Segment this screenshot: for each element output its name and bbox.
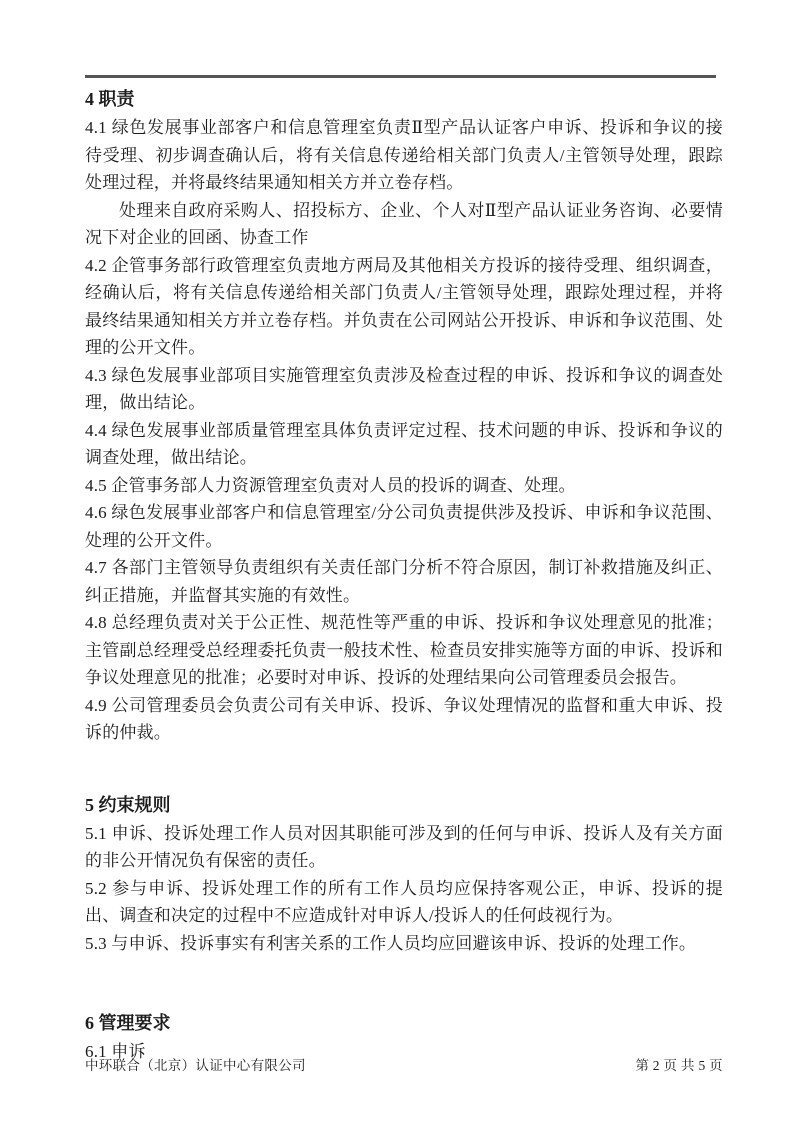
section-5-heading: 5 约束规则 (85, 794, 171, 815)
para-4-9: 4.9 公司管理委员会负责公司有关申诉、投诉、争议处理情况的监督和重大申诉、投诉的仲裁。 (85, 695, 723, 742)
para-4-1-supplement: 处理来自政府采购人、招投标方、企业、个人对Ⅱ型产品认证业务咨询、必要情况下对企业的回函、协查工作 (85, 200, 723, 247)
para-4-6: 4.6 绿色发展事业部客户和信息管理室/分公司负责提供涉及投诉、申诉和争议范围、处理的公开文件。 (85, 503, 723, 550)
footer-page-indicator: 第 2 页 共 5 页 (635, 1058, 723, 1073)
header-rule (85, 75, 716, 78)
para-5-2: 5.2 参与申诉、投诉处理工作的所有工作人员均应保持客观公正，申诉、投诉的提出、调查和决定的过程中不应造成针对申诉人/投诉人的任何歧视行为。 (85, 878, 723, 925)
para-4-3: 4.3 绿色发展事业部项目实施管理室负责涉及检查过程的申诉、投诉和争议的调查处理，做出结论。 (85, 365, 723, 412)
para-5-1: 5.1 申诉、投诉处理工作人员对因其职能可涉及到的任何与申诉、投诉人及有关方面的非公开情况负有保密的责任。 (85, 823, 723, 870)
para-6-1: 6.1 申诉 (85, 1042, 146, 1061)
page-footer (85, 1054, 723, 1074)
footer-company-name: 中环联合（北京）认证中心有限公司 (85, 1058, 306, 1073)
para-4-1: 4.1 绿色发展事业部客户和信息管理室负责Ⅱ型产品认证客户申诉、投诉和争议的接待受理、初步调查确认后，将有关信息传递给相关部门负责人/主管领导处理，跟踪处理过程，并将最终结果通知相关方并立卷存档。 (85, 118, 723, 192)
document-content (85, 0, 723, 1066)
para-4-5: 4.5 企管事务部人力资源管理室负责对人员的投诉的调查、处理。 (85, 475, 576, 495)
para-4-4: 4.4 绿色发展事业部质量管理室具体负责评定过程、技术问题的申诉、投诉和争议的调查处理，做出结论。 (85, 420, 723, 467)
section-4-heading: 4 职责 (85, 89, 135, 109)
section-6-heading: 6 管理要求 (85, 1013, 171, 1033)
section-responsibilities (85, 87, 723, 747)
para-5-3: 5.3 与申诉、投诉事实有利害关系的工作人员均应回避该申诉、投诉的处理工作。 (85, 933, 697, 953)
section-constraint-rules (85, 793, 723, 958)
para-4-8: 4.8 总经理负责对关于公正性、规范性等严重的申诉、投诉和争议处理意见的批准；主管副总经理受总经理委托负责一般技术性、检查员安排实施等方面的申诉、投诉和争议处理意见的批准；必要时对申诉、投诉的处理结果向公司管理委员会报告。 (85, 613, 723, 687)
para-4-2: 4.2 企管事务部行政管理室负责地方两局及其他相关方投诉的接待受理、组织调查，经确认后，将有关信息传递给相关部门负责人/主管领导处理，跟踪处理过程，并将最终结果通知相关方并立卷存档。并负责在公司网站公开投诉、申诉和争议范围、处理的公开文件。 (85, 255, 723, 357)
para-4-7: 4.7 各部门主管领导负责组织有关责任部门分析不符合原因，制订补救措施及纠正、纠正措施，并监督其实施的有效性。 (85, 558, 723, 605)
